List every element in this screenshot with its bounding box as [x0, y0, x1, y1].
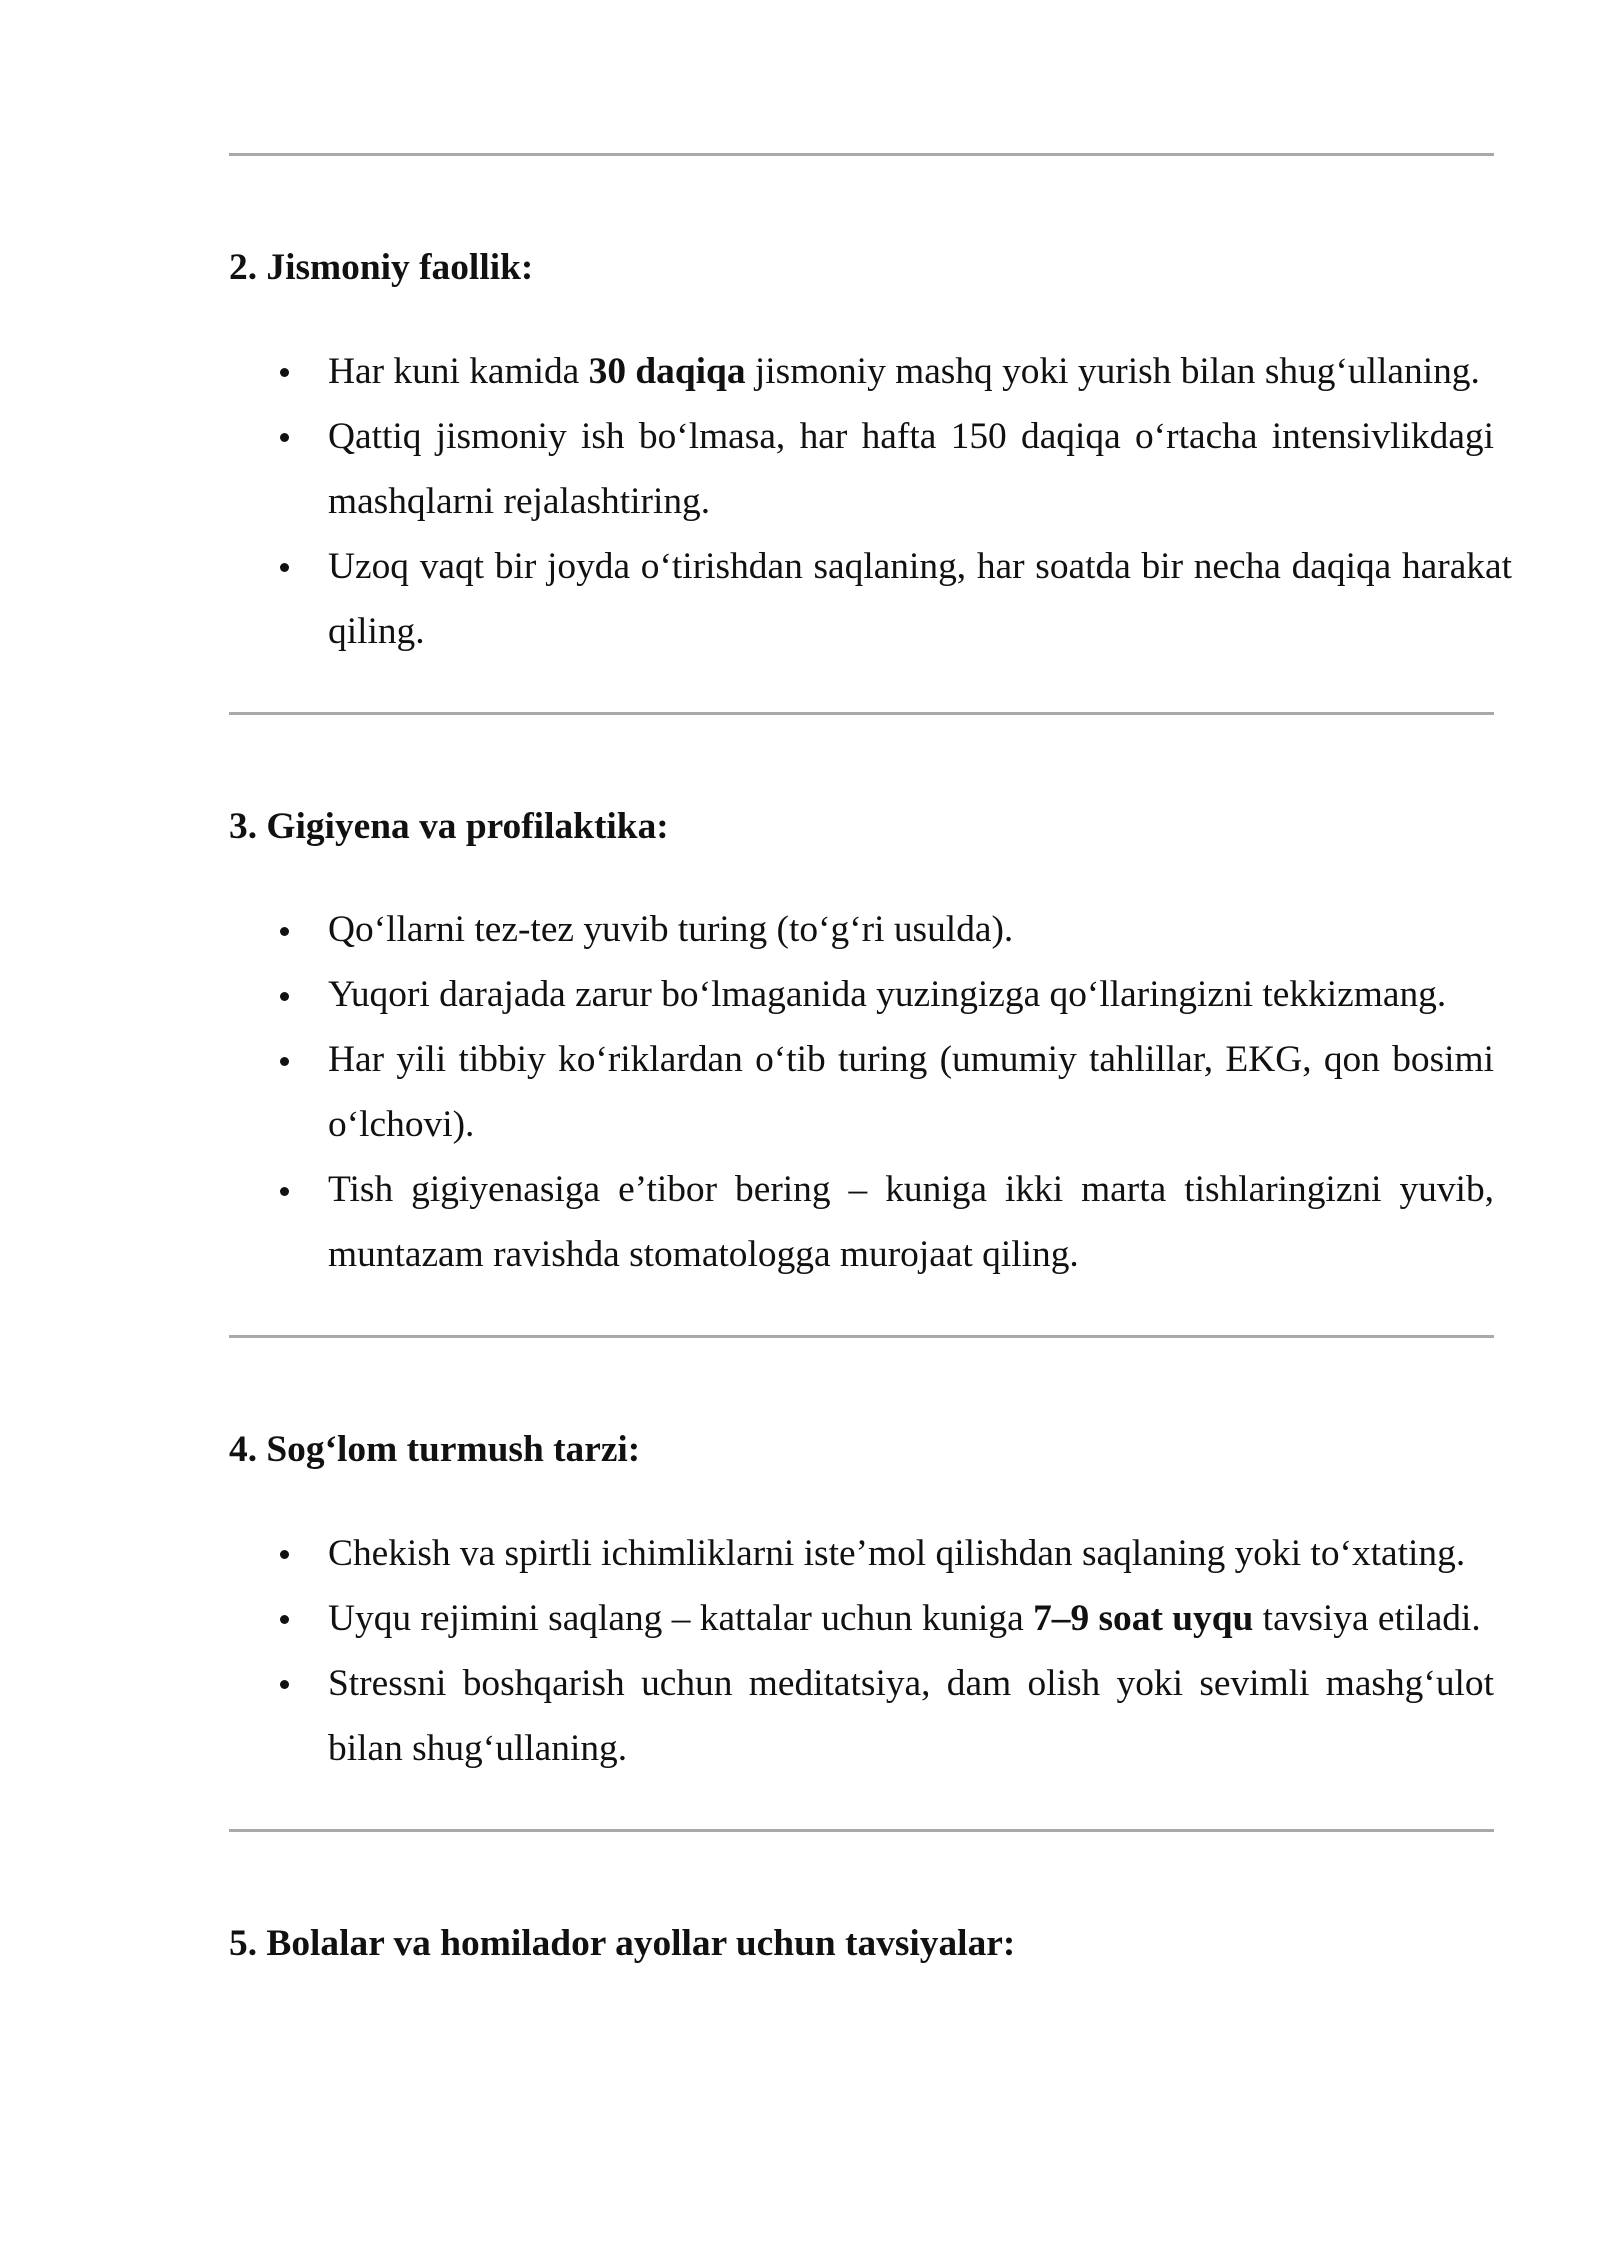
- bullet-icon: [280, 563, 289, 572]
- item-text: jismoniy mashq yoki yurish bilan shug‘ullaning.: [745, 350, 1480, 392]
- list-item: [328, 534, 1512, 664]
- bullet-icon: [280, 1615, 289, 1624]
- section-divider: [229, 712, 1494, 715]
- item-text: Stressni boshqarish uchun meditatsiya, dam olish yoki sevimli mashg‘ulot bilan shug‘ullaning.: [328, 1662, 1494, 1769]
- item-text: Uzoq vaqt bir joyda o‘tirishdan saqlaning, har soatda bir necha daqiqa harakat qiling.: [328, 545, 1512, 652]
- list-item: [328, 404, 1494, 534]
- bullet-icon: [280, 1057, 289, 1066]
- bullet-icon: [280, 433, 289, 442]
- section-heading: 2. Jismoniy faollik:: [229, 247, 534, 288]
- section-divider: [229, 153, 1494, 156]
- item-text: Yuqori darajada zarur bo‘lmaganida yuzingizga qo‘llaringizni tekkizmang.: [328, 974, 1447, 1015]
- item-text: Uyqu rejimini saqlang – kattalar uchun kuniga: [328, 1597, 1034, 1639]
- bullet-icon: [280, 368, 289, 377]
- list-item: [328, 1651, 1494, 1781]
- item-text: Chekish va spirtli ichimliklarni iste’mol qilishdan saqlaning yoki to‘xtating.: [328, 1532, 1466, 1574]
- bullet-icon: [280, 1680, 289, 1689]
- bullet-list: [328, 897, 1494, 1287]
- bullet-list: [328, 1521, 1494, 1781]
- item-emphasis: 7–9 soat uyqu: [1033, 1597, 1254, 1639]
- item-text: tavsiya etiladi.: [1253, 1597, 1481, 1639]
- section-heading: 5. Bolalar va homilador ayollar uchun tavsiyalar:: [229, 1922, 1016, 1964]
- bullet-icon: [280, 1550, 289, 1559]
- item-text: Tish gigiyenasiga e’tibor bering – kuniga ikki marta tishlaringizni yuvib, muntazam ravishda stomatologga murojaat qiling.: [328, 1169, 1494, 1275]
- list-item: [328, 962, 1494, 1027]
- bullet-icon: [280, 992, 289, 1001]
- section-heading: 3. Gigiyena va profilaktika:: [229, 805, 669, 847]
- bullet-list: [328, 339, 1512, 664]
- list-item: [328, 897, 1494, 962]
- list-item: [328, 339, 1494, 404]
- section-divider: [229, 1829, 1494, 1832]
- bullet-icon: [280, 927, 289, 936]
- list-item: [328, 1521, 1494, 1586]
- list-item: [328, 1027, 1494, 1157]
- item-emphasis: 30 daqiqa: [588, 350, 746, 392]
- list-item: [328, 1157, 1494, 1287]
- list-item: [328, 1586, 1494, 1651]
- item-text: Har yili tibbiy ko‘riklardan o‘tib turing (umumiy tahlillar, EKG, qon bosimi o‘lchovi).: [328, 1039, 1494, 1145]
- item-text: Qattiq jismoniy ish bo‘lmasa, har hafta 150 daqiqa o‘rtacha intensivlikdagi mashqlarni rejalashtiring.: [328, 415, 1494, 522]
- document-page: [229, 0, 1512, 1969]
- item-text: Qo‘llarni tez-tez yuvib turing (to‘g‘ri usulda).: [328, 909, 1014, 950]
- item-text: Har kuni kamida: [328, 350, 589, 392]
- section-heading: 4. Sog‘lom turmush tarzi:: [229, 1429, 641, 1470]
- bullet-icon: [280, 1187, 289, 1196]
- section-divider: [229, 1335, 1494, 1338]
